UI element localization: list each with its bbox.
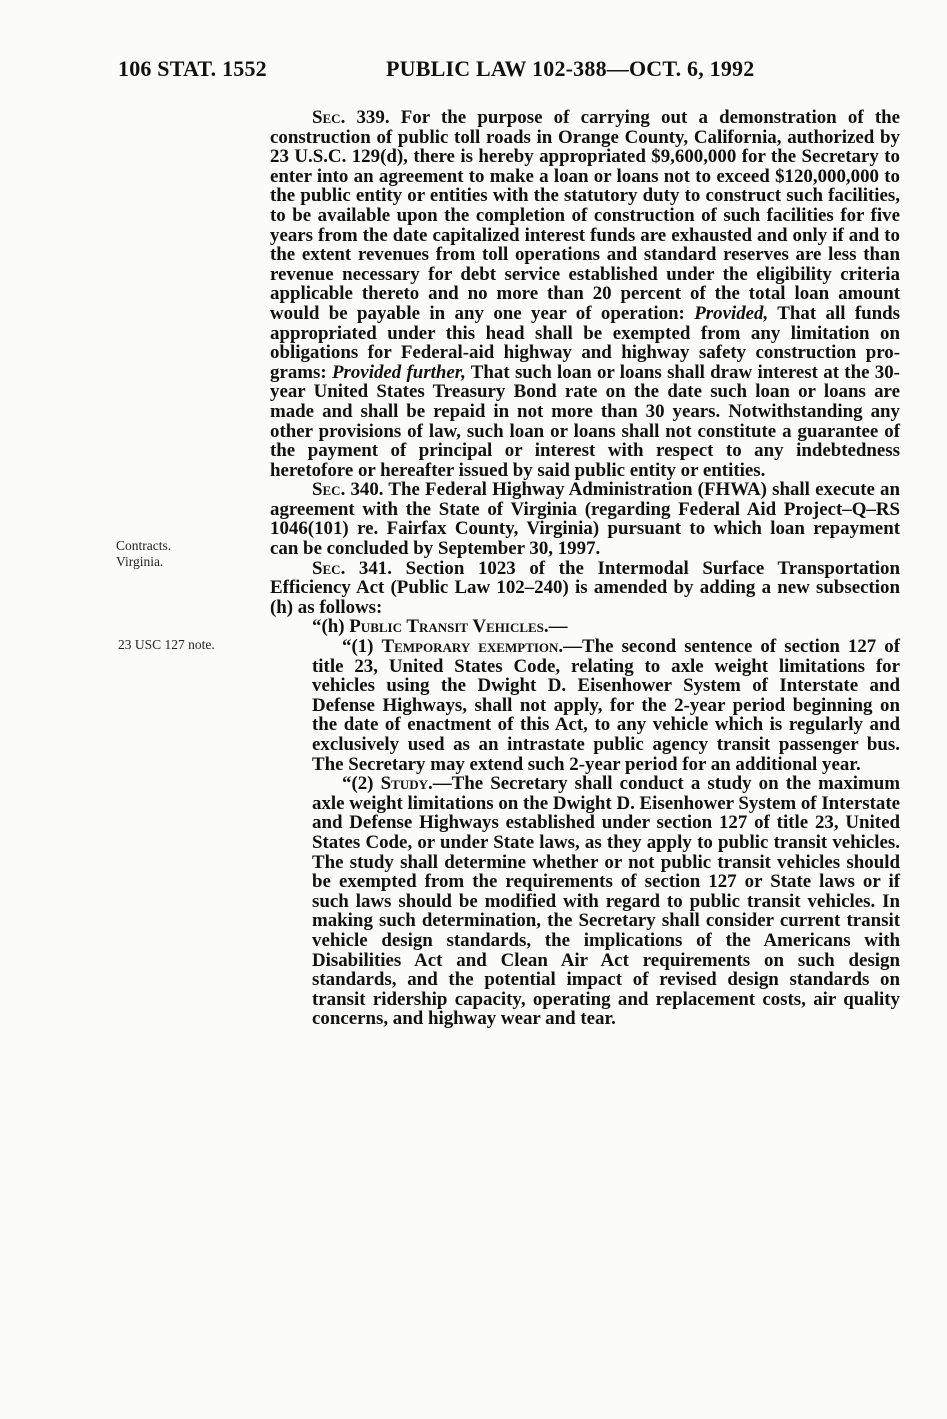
- section-341-label: Sec. 341.: [312, 557, 392, 579]
- section-339-text-3: That such loan or loans shall draw interest at the 30-year United States Treasury Bond rate on the date such loan or loans are made and shall be repaid in not more than 30 years. Notwithstanding any other provisions of law, such loan or loans shall not constitute a guarantee of the payment of principal or interest with respect to any indebtedness heretofore or hereafter issued by said public entity or entities.: [270, 361, 900, 481]
- paragraph-2-study: [312, 774, 900, 1029]
- section-341: [270, 559, 900, 618]
- subsection-h-open: “(h): [312, 616, 350, 638]
- paragraph-1-temporary-exemption: [312, 637, 900, 774]
- stat-page-number: 106 STAT. 1552: [118, 56, 267, 81]
- paragraph-2-open: “(2): [342, 773, 381, 795]
- section-339: [270, 108, 900, 480]
- margin-note-virginia: Virginia.: [116, 554, 164, 569]
- body-text: [270, 108, 900, 1029]
- section-339-text-1: For the purpose of carrying out a demonstration of the construction of public toll roads in Orange County, California, authorized by 23 U.S.C. 129(d), there is hereby appropriated $9,600,000 for the Secretary to enter into an agreement to make a loan or loans not to exceed $120,000,000 to the public entity or entities with the statutory duty to construct such facilities, to be available upon the completion of construction of such facilities for five years from the date capitalized interest funds are exhausted and only if and to the extent revenues from toll operations and standard reserves are less than revenue necessary for debt service established under the eligibility criteria applicable thereto and no more than 20 percent of the total loan amount would be payable in any one year of operation:: [270, 107, 900, 324]
- section-340-label: Sec. 340.: [312, 479, 384, 501]
- paragraph-1-open: “(1): [342, 636, 382, 658]
- paragraph-2-title: Study.: [380, 773, 433, 795]
- section-339-label: Sec. 339.: [312, 107, 390, 128]
- section-339-provided-1: Provided,: [694, 302, 769, 324]
- section-341-text: Section 1023 of the Intermodal Surface Transportation Efficiency Act (Public Law 102–240) is amended by adding a new subsection (h) as follows:: [270, 557, 900, 618]
- margin-note-contracts: Contracts.: [116, 538, 172, 553]
- paragraph-2-text: —The Secretary shall conduct a study on the maximum axle weight limitations on the Dwight D. Eisenhower System of Interstate and Defense Highways established under section 127 of title 23, United States Code, or under State laws, as they apply to public transit vehicles. The study shall determine whether or not public transit vehicles should be exempted from the requirements of section 127 or State laws or if such laws should be modified with regard to public transit vehicles. In making such determination, the Secretary shall consider current transit vehicle design standards, the implications of the Americans with Disabilities Act and Clean Air Act requirements on such design standards, and the potential impact of revised design standards on transit ridership capacity, operating and replacement costs, air quality concerns, and highway wear and tear.: [312, 773, 900, 1030]
- subsection-h-title: Public Transit Vehicles.: [349, 616, 549, 638]
- subsection-h-heading: [270, 617, 900, 637]
- section-339-text-2: That all funds appropriated under this head shall be exempted from any limitation on obligations for Federal-aid highway and highway safety construction programs:: [270, 302, 900, 383]
- law-citation-date: PUBLIC LAW 102-388—OCT. 6, 1992: [386, 56, 755, 81]
- margin-note-usc: 23 USC 127 note.: [118, 637, 215, 652]
- paragraph-1-text: —The second sentence of section 127 of title 23, United States Code, relating to axle weight limitations for vehicles using the Dwight D. Eisenhower System of Interstate and Defense Highways, shall not apply, for the 2-year period beginning on the date of enactment of this Act, to any vehicle which is regularly and exclusively used as an intrastate public agency transit passenger bus. The Secretary may extend such 2-year period for an additional year.: [312, 636, 900, 775]
- section-339-provided-2: Provided further,: [331, 361, 466, 383]
- section-340-text: The Federal Highway Administration (FHWA) shall execute an agreement with the State of Virginia (regarding Federal Aid Project–Q–RS 1046(101) re. Fairfax County, Virginia) pursuant to which loan repayment can be concluded by September 30, 1997.: [270, 479, 900, 560]
- margin-note-contracts-virginia: [116, 538, 171, 570]
- subsection-h-dash: —: [548, 616, 568, 638]
- section-340: [270, 480, 900, 558]
- paragraph-1-title: Temporary exemption.: [381, 636, 564, 658]
- page-header: [118, 56, 784, 86]
